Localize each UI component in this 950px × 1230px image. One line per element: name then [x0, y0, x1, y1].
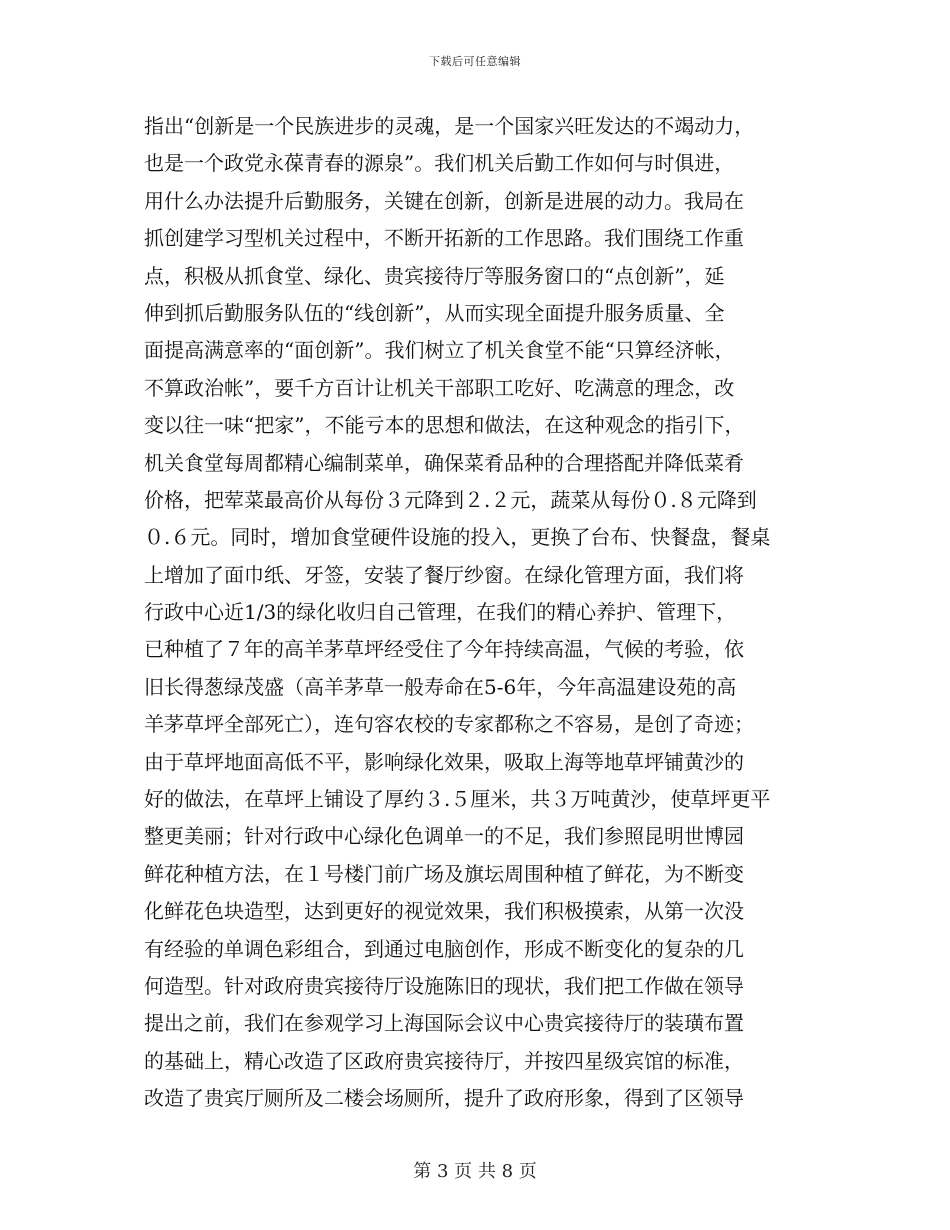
text-line: 提出之前，我们在参观学习上海国际会议中心贵宾接待厅的装璜布置	[144, 1011, 744, 1036]
text-line: 抓创建学习型机关过程中，不断开拓新的工作思路。我们围绕工作重	[144, 226, 744, 251]
text-line: 鲜花种植方法，在１号楼门前广场及旗坛周围种植了鲜花，为不断变	[144, 861, 744, 886]
text-line: 上增加了面巾纸、牙签，安装了餐厅纱窗。在绿化管理方面，我们将	[144, 562, 744, 587]
text-line: 点，积极从抓食堂、绿化、贵宾接待厅等服务窗口的“点创新”，延	[144, 263, 725, 288]
document-body	[144, 108, 814, 1118]
text-line: 指出“创新是一个民族进步的灵魂，是一个国家兴旺发达的不竭动力，	[144, 114, 755, 138]
text-line: 伸到抓后勤服务队伍的“线创新”，从而实现全面提升服务质量、全	[144, 300, 725, 325]
text-line: 变以往一味“把家”，不能亏本的思想和做法，在这种观念的指引下，	[144, 413, 745, 438]
text-line: 好的做法，在草坪上铺设了厚约３.５厘米，共３万吨黄沙，使草坪更平	[144, 787, 771, 812]
text-line: 已种植了７年的高羊茅草坪经受住了今年持续高温，气候的考验，依	[144, 637, 744, 662]
text-line: 用什么办法提升后勤服务，关键在创新，创新是进展的动力。我局在	[144, 188, 744, 213]
text-line: 面提高满意率的“面创新”。我们树立了机关食堂不能“只算经济帐，	[144, 338, 735, 363]
text-line: 有经验的单调色彩组合，到通过电脑创作，形成不断变化的复杂的几	[144, 936, 744, 961]
text-line: 的基础上，精心改造了区政府贵宾接待厅，并按四星级宾馆的标准，	[144, 1048, 744, 1073]
text-line: 改造了贵宾厅厕所及二楼会场厕所，提升了政府形象，得到了区领导	[144, 1086, 744, 1111]
text-line: 机关食堂每周都精心编制菜单，确保菜肴品种的合理搭配并降低菜肴	[144, 450, 744, 475]
text-line: 何造型。针对政府贵宾接待厅设施陈旧的现状，我们把工作做在领导	[144, 973, 744, 998]
page-header-note: 下载后可任意编辑	[429, 55, 521, 68]
text-line: 旧长得葱绿茂盛（高羊茅草一般寿命在5-6年，今年高温建设苑的高	[144, 674, 737, 699]
text-line: 行政中心近1/3的绿化收归自己管理，在我们的精心养护、管理下，	[144, 600, 737, 625]
text-line: ０.６元。同时，增加食堂硬件设施的投入，更换了台布、快餐盘，餐桌	[144, 525, 771, 550]
page-number-footer: 第 3 页 共 8 页	[413, 1161, 537, 1182]
text-line: 也是一个政党永葆青春的源泉”。我们机关后勤工作如何与时俱进，	[144, 151, 735, 176]
text-line: 化鲜花色块造型，达到更好的视觉效果，我们积极摸索，从第一次没	[144, 899, 744, 924]
text-line: 价格，把荤菜最高价从每份３元降到２.２元，蔬菜从每份０.８元降到	[144, 487, 757, 512]
text-line: 整更美丽；针对行政中心绿化色调单一的不足，我们参照昆明世博园	[144, 824, 744, 849]
text-line: 不算政治帐”，要千方百计让机关干部职工吃好、吃满意的理念，改	[144, 375, 735, 400]
text-line: 由于草坪地面高低不平，影响绿化效果，吸取上海等地草坪铺黄沙的	[144, 749, 744, 774]
text-line: 羊茅草坪全部死亡），连句容农校的专家都称之不容易，是创了奇迹；	[144, 712, 754, 737]
